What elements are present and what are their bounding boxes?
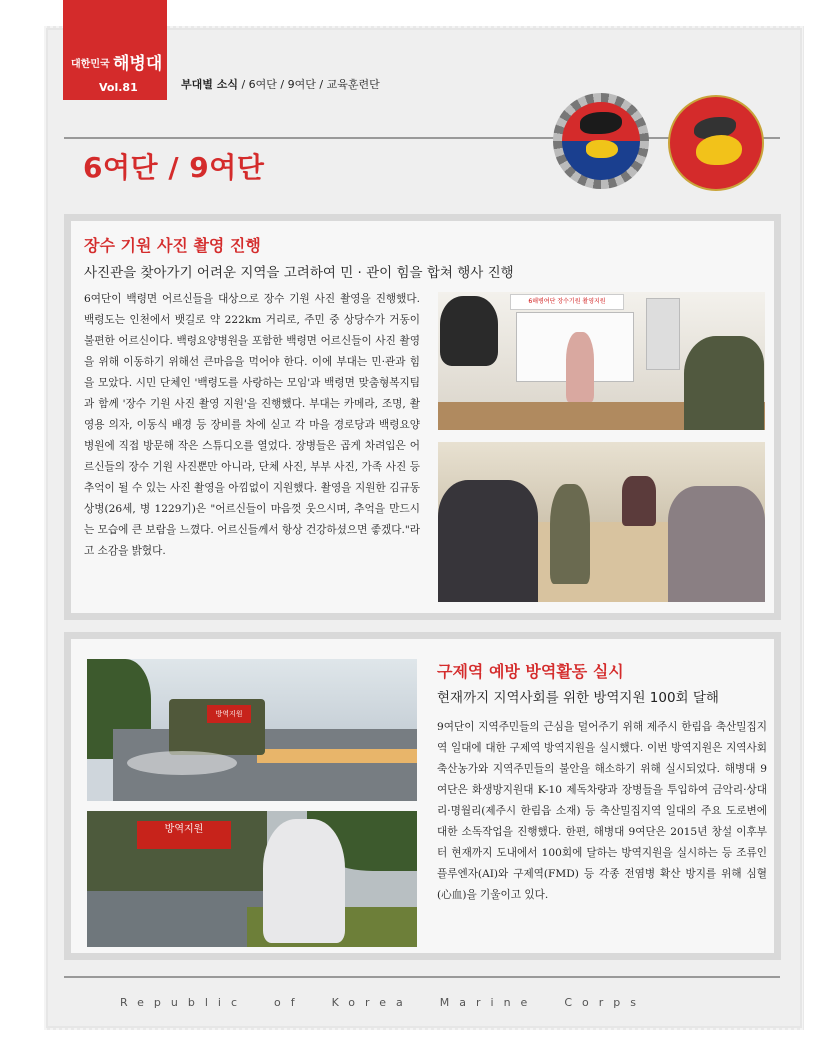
article1-subtitle: 사진관을 찾아가기 어려운 지역을 고려하여 민 · 관이 힘을 합쳐 행사 진행: [84, 265, 514, 281]
truck-sign: 방역지원: [207, 705, 251, 723]
crowd-right: [668, 486, 765, 602]
article1-title: 장수 기원 사진 촬영 진행: [84, 236, 261, 255]
article2-subtitle: 현재까지 지역사회를 위한 방역지원 100회 달해: [437, 690, 719, 706]
guard-rail: [257, 749, 417, 763]
footer-divider: [64, 976, 780, 978]
republic-label: 대한민국: [71, 59, 110, 70]
magazine-tab: [63, 0, 167, 100]
dragon-shape: [580, 112, 622, 134]
volume-label: Vol.81: [99, 81, 138, 94]
photo-hall-session: [438, 442, 765, 602]
magazine-name: 해병대: [113, 54, 163, 74]
island-shape: [586, 140, 618, 158]
9th-brigade-emblem: [668, 95, 764, 191]
hazmat-worker: [263, 819, 345, 943]
camera-marine: [684, 336, 764, 430]
emblem-inner: [562, 102, 640, 180]
island-shape: [696, 135, 742, 165]
seated-elder: [622, 476, 656, 526]
cabinet-shape: [646, 298, 680, 370]
6th-brigade-emblem: [553, 93, 649, 189]
article2-title: 구제역 예방 방역활동 실시: [437, 662, 624, 681]
breadcrumb: [181, 76, 380, 92]
photo-worker-disinfect: [87, 811, 417, 947]
footer-text: Republic of Korea Marine Corps: [120, 996, 646, 1009]
spray-mist: [127, 751, 237, 775]
article2-body: 9여단이 지역주민들의 근심을 덜어주기 위해 제주시 한림읍 축산밀집지역 일대에 대한 구제역 방역지원을 실시했다. 이번 방역지원은 지역사회 축산농가와 지역주민들의 불안을 해소하기 위해 실시되었다. 해병대 9여단은 화생방지원대 K-10 제독차량과 장병들을 투입하여 금악리·상대리·명월리(제주시 한림읍 소재) 등 축산밀집지역 일대의 주요 도로변에 대한 소독작업을 진행했다. 한편, 해병대 9여단은 2015년 창설 이후부터 현재까지 도내에서 100회에 달하는 방역지원을 실시하는 등 조류인플루엔자(AI)와 구제역(FMD) 등 각종 전염병 확산 방지를 위해 심혈(心血)을 기울이고 있다.: [437, 721, 767, 901]
light-umbrella: [440, 296, 498, 366]
section-name: 부대별 소식: [181, 78, 238, 91]
seated-elder: [566, 332, 594, 402]
crowd-left: [438, 480, 538, 602]
photo-road: [87, 891, 267, 947]
photo-banner: 6해병여단 장수기원 촬영지원: [510, 294, 624, 310]
truck-sign: 방역지원: [137, 821, 231, 849]
photo-portrait-session: [438, 292, 765, 430]
photo-spray-truck: [87, 659, 417, 801]
page-title: 6여단 / 9여단: [83, 151, 265, 184]
article1-body: 6여단이 백령면 어르신들을 대상으로 장수 기원 사진 촬영을 진행했다. 백령도는 인천에서 뱃길로 약 222km 거리로, 주민 중 상당수가 거동이 불편한 어르신이다. 백령요양병원을 포함한 백령면 어르신들이 사진 촬영을 위해 이동하기 위해선 큰마음을 먹어야 한다. 이에 부대는 민·관과 힘을 모았다. 시민 단체인 '백령도를 사랑하는 모임'과 백령면 맞춤형복지팀과 함께 '장수 기원 사진 촬영 지원'을 진행했다. 부대는 카메라, 조명, 촬영용 의자, 이동식 배경 등 장비를 차에 싣고 각 마을 경로당과 백령요양병원에 직접 방문해 작은 스튜디오를 열었다. 장병들은 곱게 차려입은 어르신들의 장수 기원 사진뿐만 아니라, 단체 사진, 부부 사진, 가족 사진 등 추억이 될 수 있는 사진 촬영을 아낌없이 지원했다. 촬영을 지원한 김규동 상병(26세, 병 1229기)은 "어르신들이 마음껏 웃으시며, 추억을 만드시는 모습에 큰 보람을 느꼈다. 어르신들께서 항상 건강하셨으면 좋겠다."라고 소감을 밝혔다.: [84, 293, 420, 557]
marine-figure: [550, 484, 590, 584]
article-box-1: [64, 214, 781, 620]
article-box-2: [64, 632, 781, 960]
section-path: / 6여단 / 9여단 / 교육훈련단: [237, 78, 380, 91]
